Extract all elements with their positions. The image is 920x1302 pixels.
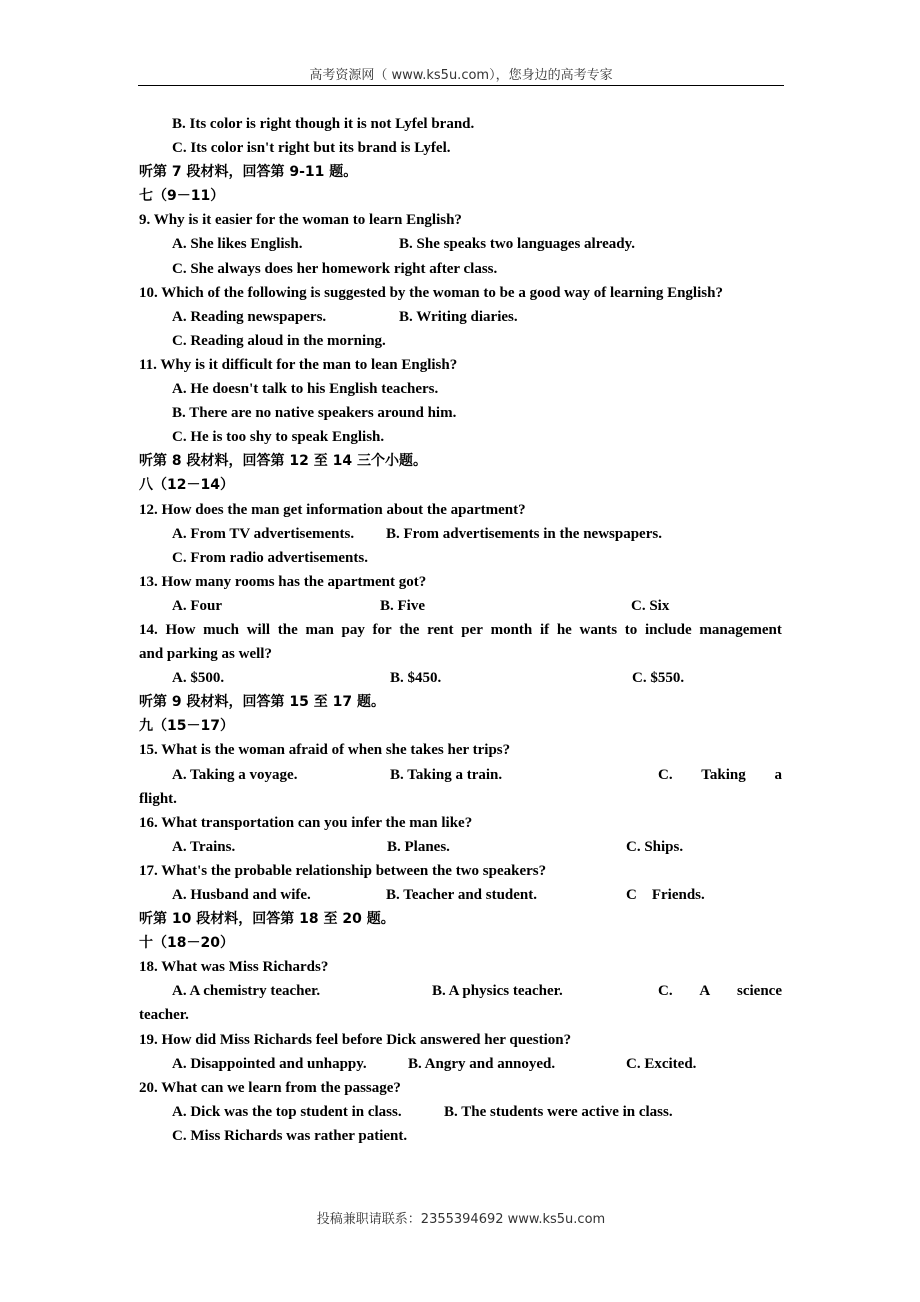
q13-option-b: B. Five bbox=[380, 597, 425, 614]
q8-option-b: B. Its color is right though it is not Lyfel brand. bbox=[172, 116, 475, 132]
q18-stem: 18. What was Miss Richards? bbox=[139, 959, 329, 976]
q18-options bbox=[139, 979, 782, 1003]
q15-option-c-word: C. bbox=[658, 766, 673, 783]
q13-option-c: C. Six bbox=[631, 597, 670, 614]
page-footer: 投稿兼职请联系：2355394692 www.ks5u.com bbox=[316, 1212, 606, 1227]
q17-option-b: B. Teacher and student. bbox=[386, 887, 538, 903]
q15-stem: 15. What is the woman afraid of when she takes her trips? bbox=[139, 742, 511, 759]
q14-word: for bbox=[372, 621, 392, 638]
section-8-instruction: 听第 8 段材料，回答第 12 至 14 三个小题。 bbox=[139, 453, 427, 470]
q17-stem: 17. What's the probable relationship between the two speakers? bbox=[139, 862, 547, 879]
q8-option-c: C. Its color isn't right but its brand is Lyfel. bbox=[172, 140, 451, 157]
q10-option-a: A. Reading newspapers. bbox=[172, 308, 327, 325]
q20-stem: 20. What can we learn from the passage? bbox=[139, 1079, 401, 1096]
q9-stem: 9. Why is it easier for the woman to learn English? bbox=[139, 212, 462, 229]
q9-options-ab bbox=[139, 232, 782, 256]
q15-option-c-continued: flight. bbox=[139, 790, 177, 807]
q18-option-c-word: A bbox=[699, 983, 711, 1000]
section-10-instruction: 听第 10 段材料，回答第 18 至 20 题。 bbox=[139, 911, 395, 928]
q14-option-c: C. $550. bbox=[632, 670, 685, 687]
q18-option-b: B. A physics teacher. bbox=[432, 983, 563, 1000]
q14-word: man bbox=[305, 621, 334, 638]
page-header: 高考资源网（ www.ks5u.com），您身边的高考专家 bbox=[309, 68, 613, 83]
q17-option-c: C Friends. bbox=[626, 887, 705, 903]
section-9-instruction: 听第 9 段材料，回答第 15 至 17 题。 bbox=[139, 694, 385, 711]
q14-stem-continued: and parking as well? bbox=[139, 646, 272, 663]
q14-word: month bbox=[490, 621, 533, 638]
q16-options bbox=[139, 835, 782, 859]
q14-word: pay bbox=[341, 621, 365, 638]
q13-stem: 13. How many rooms has the apartment got? bbox=[139, 573, 427, 590]
q14-option-b: B. $450. bbox=[390, 670, 442, 687]
q12-option-a: A. From TV advertisements. bbox=[172, 525, 355, 542]
q15-option-b: B. Taking a train. bbox=[390, 766, 503, 783]
q10-stem: 10. Which of the following is suggested by the woman to be a good way of learning English? bbox=[139, 284, 723, 301]
q15-option-a: A. Taking a voyage. bbox=[172, 766, 298, 783]
q11-stem: 11. Why is it difficult for the man to lean English? bbox=[139, 356, 458, 373]
section-10-label: 十（18－20） bbox=[139, 935, 234, 952]
section-7-label: 七（9－11） bbox=[139, 188, 225, 205]
q16-option-b: B. Planes. bbox=[387, 838, 450, 855]
q14-word: to bbox=[624, 621, 638, 638]
q16-stem: 16. What transportation can you infer the man like? bbox=[139, 814, 473, 831]
q17-option-a: A. Husband and wife. bbox=[172, 887, 311, 903]
q19-option-b: B. Angry and annoyed. bbox=[408, 1055, 556, 1072]
q16-option-a: A. Trains. bbox=[172, 838, 236, 855]
exam-content bbox=[139, 112, 782, 1148]
q20-option-b: B. The students were active in class. bbox=[444, 1103, 673, 1120]
q12-option-c: C. From radio advertisements. bbox=[172, 549, 368, 566]
q18-option-c-word: C. bbox=[658, 983, 673, 1000]
q13-option-a: A. Four bbox=[172, 597, 222, 614]
q14-options bbox=[139, 666, 782, 690]
q18-option-c-continued: teacher. bbox=[139, 1007, 189, 1024]
section-9-label: 九（15－17） bbox=[139, 718, 234, 735]
q17-options bbox=[139, 883, 782, 907]
q12-options-ab bbox=[139, 522, 782, 546]
q11-option-b: B. There are no native speakers around him. bbox=[172, 405, 457, 422]
q14-word: he bbox=[556, 621, 572, 638]
q15-options bbox=[139, 763, 782, 787]
q16-option-c: C. Ships. bbox=[626, 838, 684, 855]
q11-option-a: A. He doesn't talk to his English teachers. bbox=[172, 381, 439, 398]
q15-option-c-word: Taking bbox=[701, 766, 746, 783]
q14-word: 14. bbox=[139, 621, 158, 638]
section-7-instruction: 听第 7 段材料，回答第 9-11 题。 bbox=[139, 164, 358, 181]
q14-word: much bbox=[203, 621, 239, 638]
q19-option-c: C. Excited. bbox=[626, 1055, 697, 1072]
q15-option-c bbox=[658, 763, 782, 787]
q14-word: the bbox=[277, 621, 298, 638]
q20-option-c: C. Miss Richards was rather patient. bbox=[172, 1127, 408, 1144]
q14-word: rent bbox=[427, 621, 454, 638]
section-8-label: 八（12－14） bbox=[139, 477, 234, 494]
q14-word: if bbox=[539, 621, 550, 638]
q19-option-a: A. Disappointed and unhappy. bbox=[172, 1055, 367, 1072]
q12-stem: 12. How does the man get information about the apartment? bbox=[139, 501, 526, 518]
q14-option-a: A. $500. bbox=[172, 670, 225, 687]
q9-option-c: C. She always does her homework right after class. bbox=[172, 260, 498, 277]
q19-options bbox=[139, 1052, 782, 1076]
q14-word: the bbox=[399, 621, 420, 638]
q14-word: management bbox=[699, 621, 782, 638]
q14-stem bbox=[139, 618, 782, 642]
q9-option-b: B. She speaks two languages already. bbox=[399, 236, 636, 253]
q18-option-c-word: science bbox=[737, 983, 782, 1000]
q14-word: How bbox=[165, 621, 196, 638]
q14-word: per bbox=[461, 621, 483, 638]
header-divider bbox=[138, 85, 784, 86]
q14-word: wants bbox=[579, 621, 618, 638]
q12-option-b: B. From advertisements in the newspapers. bbox=[386, 525, 662, 542]
q9-option-a: A. She likes English. bbox=[172, 236, 303, 253]
q19-stem: 19. How did Miss Richards feel before Dick answered her question? bbox=[139, 1031, 572, 1048]
q14-word: include bbox=[644, 621, 692, 638]
q13-options bbox=[139, 594, 782, 618]
q10-options-ab bbox=[139, 305, 782, 329]
q10-option-b: B. Writing diaries. bbox=[399, 308, 518, 325]
q18-option-c bbox=[658, 979, 782, 1003]
q14-word: will bbox=[246, 621, 271, 638]
q18-option-a: A. A chemistry teacher. bbox=[172, 983, 321, 1000]
q15-option-c-word: a bbox=[774, 766, 782, 783]
q20-options-ab bbox=[139, 1100, 782, 1124]
q11-option-c: C. He is too shy to speak English. bbox=[172, 429, 385, 446]
q10-option-c: C. Reading aloud in the morning. bbox=[172, 332, 386, 349]
q20-option-a: A. Dick was the top student in class. bbox=[172, 1103, 402, 1120]
